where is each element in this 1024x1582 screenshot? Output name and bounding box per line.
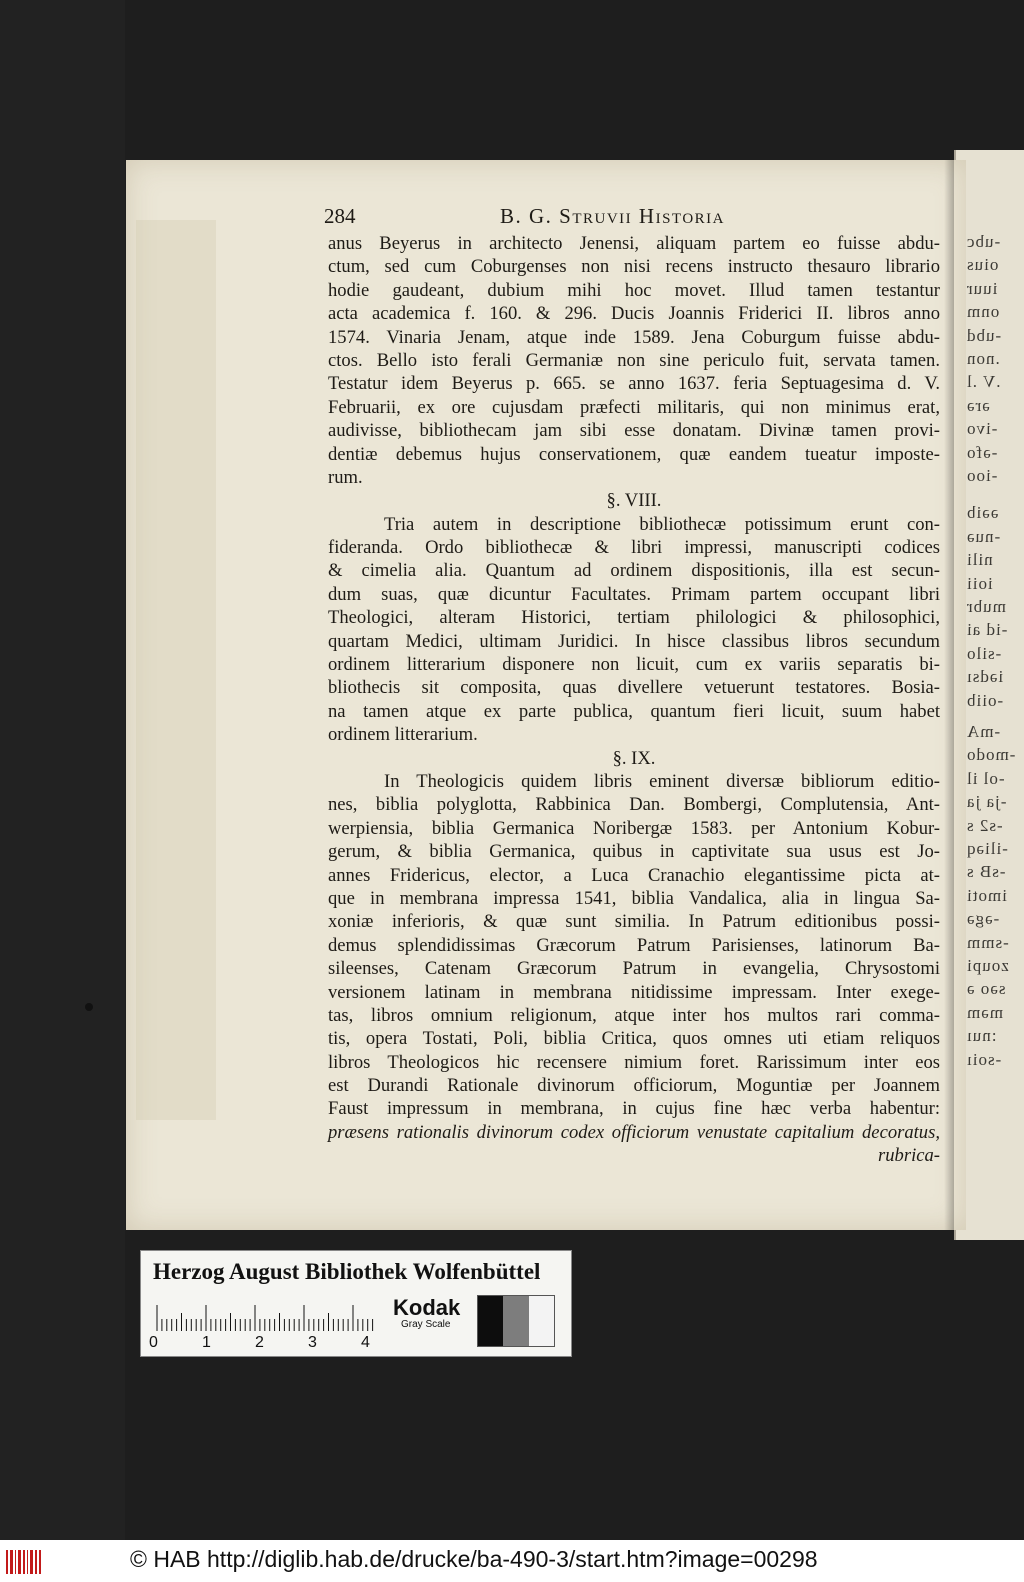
bleed-through-fragment: -oiib: [966, 690, 1004, 710]
bleed-through-fragment: oius: [966, 255, 999, 275]
bleed-through-fragment: nili: [966, 550, 993, 570]
footer-bar: [0, 1540, 1024, 1582]
text-line: nes, biblia polyglotta, Rabbinica Dan. Bombergi, Complutensia, Ant-: [328, 794, 940, 816]
bleed-through-fragment: -id ai: [966, 620, 1008, 640]
bleed-through-fragment: -ol il: [966, 768, 1005, 788]
body-text: [328, 232, 940, 1168]
text-line: acta academica f. 160. & 296. Ducis Joannis Friderici II. libros anno: [328, 303, 940, 325]
bleed-through-fragment: -soiı: [966, 1049, 1002, 1069]
ruler-number: 4: [361, 1334, 370, 1351]
source-link[interactable]: © HAB http://diglib.hab.de/drucke/ba-490-3/start.htm?image=00298: [130, 1546, 818, 1572]
bleed-through-fragment: -sB s: [966, 862, 1006, 882]
section-heading: §. IX.: [612, 747, 656, 769]
text-line: & cimelia alia. Quantum ad ordinem dispositionis, illa est secun-: [328, 560, 940, 582]
bleed-through-fragment: -əfo: [966, 442, 998, 462]
bleed-through-fragment: iuur: [966, 278, 998, 298]
bleed-through-fragment: iədsı: [966, 667, 1004, 687]
text-line: Tria autem in descriptione bibliothecæ potissimum erunt con-: [384, 513, 940, 535]
text-line: ordinem litterarium disponere non licuit, cum ex variis separatis bi-: [328, 654, 940, 676]
bleed-through-fragment: .non: [966, 349, 1000, 368]
bleed-through-fragment: -ja ja: [966, 792, 1007, 812]
bleed-through-fragment: əəib: [966, 503, 999, 523]
ink-dot: [85, 1003, 93, 1011]
text-line: Februarii, ex ore cujusdam præfecti militaris, qui non minimus erat,: [328, 396, 940, 418]
text-line: est Durandi Rationale divinorum officiorum, Moguntiæ per Joannem: [328, 1075, 940, 1097]
running-head: B. G. Struvii Historia: [500, 204, 725, 228]
gutter-shadow: [944, 160, 954, 1230]
text-line: ordinem litterarium.: [328, 724, 478, 746]
text-line: Testatur idem Beyerus p. 665. se anno 1637. feria Septuagesima d. V.: [328, 373, 940, 395]
swatch-gray: [503, 1296, 528, 1346]
bleed-through-fragment: -silo: [966, 643, 1002, 663]
bleed-through-fragment: mubr: [966, 597, 1006, 616]
text-line: hodie gaudeant, dubium mihi hoc movet. Illud tamen testantur: [328, 279, 940, 301]
text-line: bliothecis sit composita, quas divellere vetuerunt testatores. Bosia-: [328, 677, 940, 699]
bleed-through-fragment: -smm: [966, 932, 1009, 952]
color-calibration-card: [140, 1250, 572, 1357]
text-line: werpiensia, biblia Germanica Noribergæ 1583. per Antonium Kobur-: [328, 817, 940, 839]
bleed-through-fragment: ərə: [966, 395, 990, 415]
bleed-through-fragment: -mA: [966, 722, 1001, 741]
bleed-through-fragment: -s2 s: [966, 815, 1003, 835]
bleed-through-fragment: :nuı: [966, 1026, 997, 1046]
library-name: Herzog August Bibliothek Wolfenbüttel: [153, 1259, 541, 1284]
text-line: Theologici, alteram Historici, tertiam philologici & philosophici,: [328, 607, 940, 629]
bleed-through-fragment: zoupi: [966, 956, 1009, 975]
text-line: Faust impressum in membrana, in cujus fine hæc verba habentur:: [328, 1098, 940, 1120]
text-line: anus Beyerus in architecto Jenensi, aliquam partem eo fuisse abdu-: [328, 233, 940, 254]
text-line: versionem latinam in membrana nitidissime impressam. Inter exege-: [328, 981, 940, 1003]
text-line: fideranda. Ordo bibliothecæ & libri impressi, manuscripti codices: [328, 537, 940, 559]
bleed-through-fragment: -modo: [966, 745, 1016, 765]
ruler-number: 2: [255, 1334, 264, 1351]
bleed-through-fragment: -nuə: [966, 526, 1001, 546]
text-line: libros Theologicos hic recensere nimium foret. Rarissimum inter eos: [328, 1051, 940, 1073]
text-line: dentiæ debemus hujus conservationem, quæ eandem tueatur imposte-: [328, 443, 940, 465]
section-heading: §. VIII.: [606, 490, 662, 512]
hab-logo-icon: [6, 1548, 42, 1576]
text-line: sileenses, Catenam Græcorum Patrum in evangelia, Chrysostomi: [328, 958, 940, 980]
text-line: na tamen atque ex parte publica, quantum fieri licuit, suum habet: [328, 700, 940, 722]
gray-scale-label: Gray Scale: [401, 1319, 451, 1330]
text-line: tas, libros omnium religionum, atque inter hos multos rari comma-: [328, 1004, 940, 1026]
gray-swatches: [477, 1295, 555, 1347]
scanner-bed-shadow: [0, 0, 125, 1540]
ruler-number: 3: [308, 1334, 317, 1351]
bleed-through-fragment: -ivo: [966, 419, 998, 439]
bleed-through-fragment: -ioo: [966, 466, 998, 485]
page-number: 284: [324, 204, 356, 228]
text-line: tis, opera Tostati, Poli, biblia Critica, quos omnes uti etiam reliquos: [328, 1028, 940, 1050]
kodak-logo: Kodak: [393, 1295, 461, 1320]
bleed-through-fragment: ioii: [966, 573, 993, 593]
swatch-white: [529, 1296, 554, 1346]
text-line: ctum, sed cum Coburgenses non nisi recens instructo thesauro librario: [328, 256, 940, 278]
text-line: præsens rationalis divinorum codex officiorum venustate capitalium decoratus,: [328, 1121, 940, 1143]
bleed-through-fragment: onm: [966, 302, 1000, 322]
ruler-number: 0: [149, 1334, 158, 1351]
text-line: rubrica-: [878, 1145, 940, 1167]
text-line: dum suas, quæ dicuntur Facultates. Primam partem occupant libri: [328, 583, 940, 605]
page-header: [126, 204, 966, 228]
text-line: annes Fridericus, elector, a Luca Cranachio elegantissime picta at-: [328, 864, 940, 886]
text-line: ctos. Bello isto ferali Germaniæ non sine periculo fuit, servata tamen.: [328, 349, 940, 371]
bleed-through-fragment: məm: [966, 1002, 1003, 1022]
text-line: xoniæ inferioris, & quæ sunt similia. In Patrum editionibus possi-: [328, 911, 940, 933]
swatch-black: [478, 1296, 503, 1346]
text-line: In Theologicis quidem libris eminent diversæ bibliorum editio-: [384, 770, 940, 792]
ruler-scale: [155, 1297, 377, 1331]
bleed-through-fragment: -ubc: [966, 232, 1001, 251]
bleed-through-fragment: imoti: [966, 885, 1007, 905]
bleed-through-fragment: -əgə: [966, 909, 1000, 929]
text-line: demus splendidissimas Græcorum Patrum Parisienses, latinorum Ba-: [328, 934, 940, 956]
ruler-number: 1: [202, 1334, 211, 1351]
text-line: gerum, & biblia Germanica, quibus in captivitate sua usus est Jo-: [328, 841, 940, 863]
paper-stain: [136, 220, 216, 1120]
bleed-through-fragment: .V .l: [966, 372, 1001, 392]
text-line: 1574. Vinaria Jenam, atque inde 1589. Jena Coburgum fuisse abdu-: [328, 326, 940, 348]
text-line: audivisse, bibliothecam jam sibi esse donatam. Divinæ tamen provi-: [328, 420, 940, 442]
book-page: [126, 160, 966, 1230]
bleed-through-fragment: səo ə: [966, 979, 1006, 999]
bleed-through-fragment: -iliəq: [966, 839, 1008, 858]
text-line: que in membrana impressa 1541, biblia Vandalica, alia in lingua Sa-: [328, 887, 940, 909]
bleed-through-fragment: -ubd: [966, 325, 1002, 345]
text-line: rum.: [328, 466, 363, 488]
text-line: quartam Medici, ultimam Juridici. In hisce classibus libros secundum: [328, 630, 940, 652]
